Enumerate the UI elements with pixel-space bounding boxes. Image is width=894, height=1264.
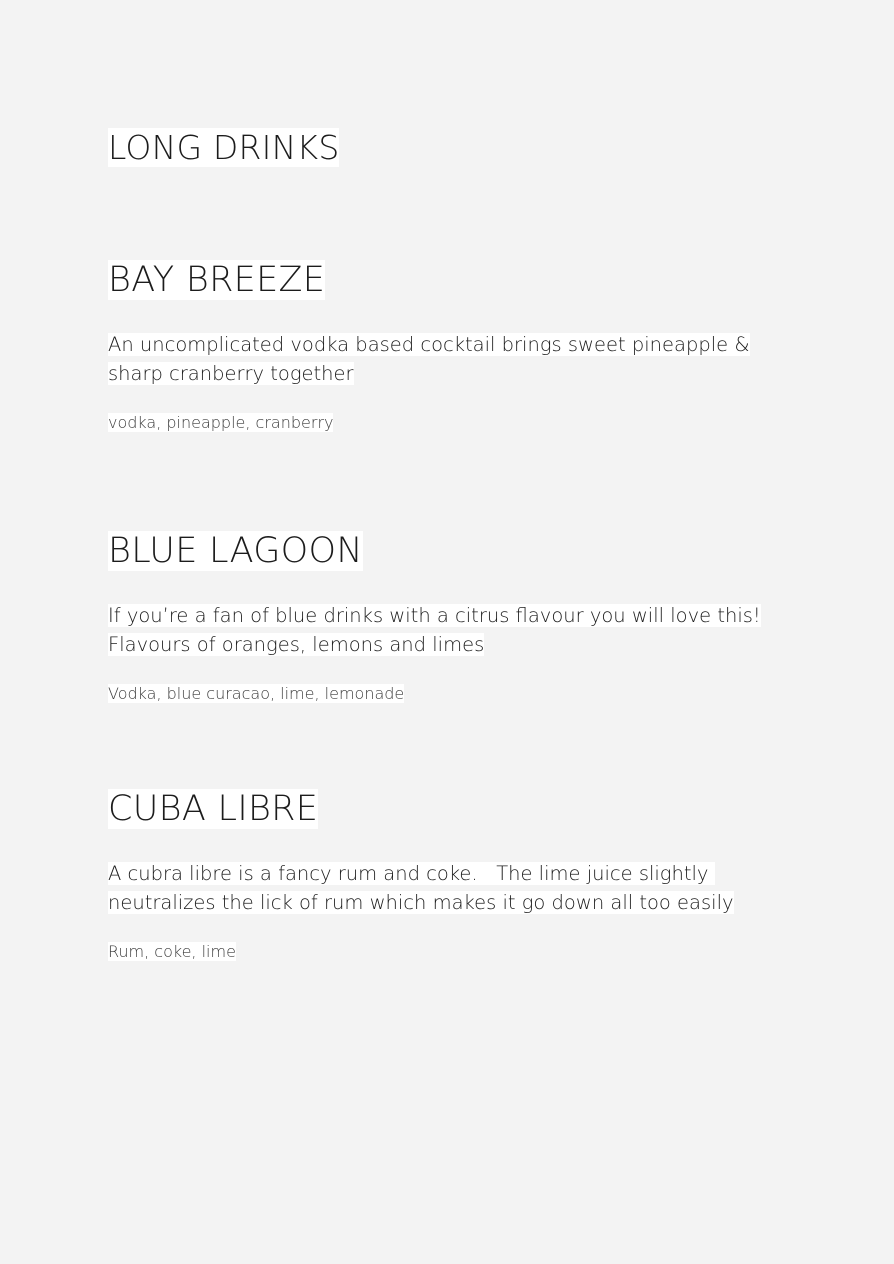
drink-description bbox=[108, 601, 798, 659]
drink-ingredients-text: vodka, pineapple, cranberry bbox=[108, 413, 334, 432]
drink-name-text: BAY BREEZE bbox=[108, 260, 326, 300]
drink-name bbox=[108, 787, 808, 831]
drink-name bbox=[108, 529, 808, 573]
drink-name bbox=[108, 258, 808, 302]
drink-name-text: BLUE LAGOON bbox=[108, 531, 363, 571]
drink-ingredients bbox=[108, 683, 808, 705]
drink-ingredients-text: Vodka, blue curacao, lime, lemonade bbox=[108, 684, 405, 703]
page-title-text: LONG DRINKS bbox=[108, 128, 340, 167]
drink-item-blue-lagoon bbox=[108, 529, 808, 705]
drink-description-text: An uncomplicated vodka based cocktail brings sweet pineapple & sharp cranberry together bbox=[108, 333, 750, 385]
drink-description bbox=[108, 859, 798, 917]
drink-description-text: A cubra libre is a fancy rum and coke. The lime juice slightly neutralizes the lick of rum which makes it go down all too easily bbox=[108, 862, 734, 914]
drink-item-cuba-libre bbox=[108, 787, 808, 963]
drink-description bbox=[108, 330, 798, 388]
drink-ingredients-text: Rum, coke, lime bbox=[108, 942, 236, 961]
drink-item-bay-breeze bbox=[108, 258, 808, 434]
drink-ingredients bbox=[108, 412, 808, 434]
page-title bbox=[108, 127, 339, 169]
drink-description-text: If you’re a fan of blue drinks with a citrus flavour you will love this! Flavours of oranges, lemons and limes bbox=[108, 604, 761, 656]
drink-ingredients bbox=[108, 941, 808, 963]
drink-name-text: CUBA LIBRE bbox=[108, 789, 319, 829]
